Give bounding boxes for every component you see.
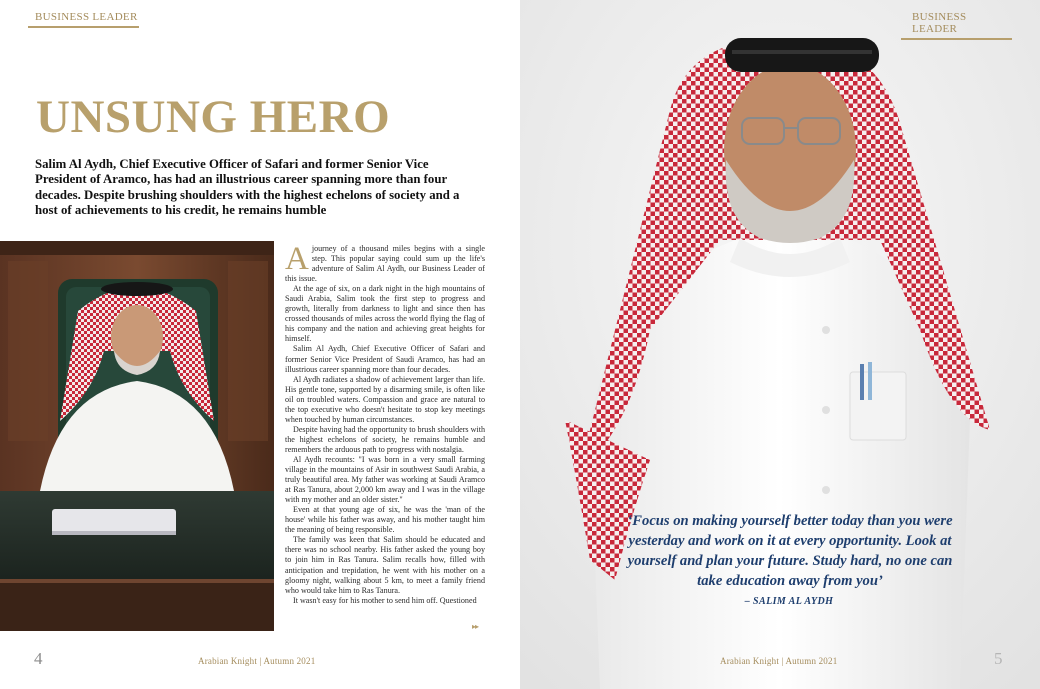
- page-number: 4: [34, 649, 43, 668]
- headline: UNSUNG HERO: [36, 91, 391, 143]
- folio: Arabian Knight | Autumn 2021: [198, 656, 316, 666]
- article-paragraph: Despite having had the opportunity to brush shoulders with the highest echelons of society, he remains humble and remembers the arduous path to progress with nostalgia.: [285, 424, 485, 454]
- pull-quote: ‘Focus on making yourself better today than you were yesterday and work on it at every opportunity. Look at yourself and plan your future. Study hard, no one can take education away from you’: [627, 513, 953, 589]
- portrait-at-desk-photo: [0, 241, 274, 631]
- article-paragraph: Salim Al Aydh, Chief Executive Officer of Safari and former Senior Vice President of Saudi Aramco, has had an illustrious career spanning more than four decades.: [285, 344, 485, 374]
- article-paragraph: Even at that young age of six, he was the 'man of the house' while his father was away, and his mother taught him the meaning of being responsible.: [285, 505, 485, 535]
- right-page: [520, 0, 1040, 689]
- article-paragraph: Al Aydh radiates a shadow of achievement larger than life. His gentle tone, supported by a disarming smile, is often like oil on troubled waters. Compassion and grace are natural to the top executive who doesn't hesitate to stop key meetings when touched by human circumstances.: [285, 374, 485, 424]
- article-body: [285, 241, 485, 606]
- folio: Arabian Knight | Autumn 2021: [720, 656, 838, 666]
- article-paragraph: A journey of a thousand miles begins with a single step. This popular saying could sum up the life's adventure of Salim Al Aydh, our Business Leader of this issue.: [285, 241, 485, 284]
- article-paragraph: The family was keen that Salim should be educated and there was no school nearby. His father asked the young boy to join him in Ras Tanura. Salim recalls how, filled with anticipation and trepidation, he went with his mother on a gloomy night, walking about 5 km, to meet a family friend who would take him to Ras Tanura.: [285, 535, 485, 595]
- article-paragraph: Al Aydh recounts: "I was born in a very small farming village in the mountains of Asir in southwest Saudi Arabia, a truly beautiful area. My father was working at Saudi Aramco at Ras Tanura, about 2,000 km away and I was in the village with my mother and an older sister.": [285, 454, 485, 505]
- section-tag: BUSINESS LEADER: [28, 11, 139, 28]
- continue-arrow-icon: ▸▸: [472, 622, 479, 631]
- section-tag: BUSINESS LEADER: [901, 11, 1012, 40]
- drop-cap: A: [285, 241, 309, 277]
- article-paragraph: It wasn't easy for his mother to send him off. Questioned: [293, 595, 477, 605]
- page-number: 5: [994, 649, 1003, 668]
- article-paragraph: At the age of six, on a dark night in the high mountains of Saudi Arabia, Salim took the first step to progress and growth, literally from darkness to light and since then has crossed thousands of miles across the world flying the flag of his company and the nation and achieving great heights for himself.: [285, 284, 485, 344]
- quote-attribution: – SALIM AL AYDH: [744, 596, 834, 607]
- standfirst: Salim Al Aydh, Chief Executive Officer of Safari and former Senior Vice President of Aramco, has had an illustrious career spanning more than four decades. Despite brushing shoulders with the highest echelons of society and a host of achievements to his credit, he remains humble: [35, 157, 460, 217]
